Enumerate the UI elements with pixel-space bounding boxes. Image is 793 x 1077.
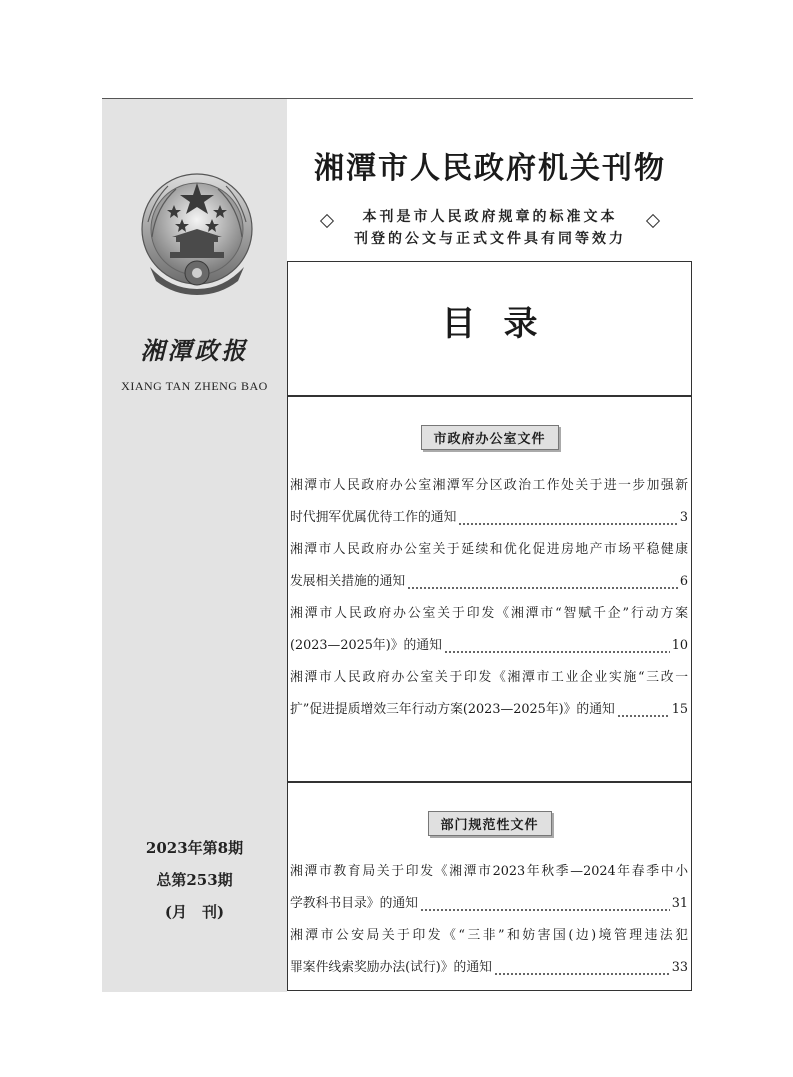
leader-dots bbox=[420, 888, 670, 920]
toc-entry-title-line2: 学教科书目录》的通知 bbox=[290, 896, 418, 911]
toc-entry[interactable] bbox=[290, 470, 688, 534]
toc-entry-title-line1: 湘潭市教育局关于印发《湘潭市2023年秋季—2024年春季中小 bbox=[290, 864, 688, 879]
toc-entry[interactable] bbox=[290, 920, 688, 984]
toc-entry-title-line2: 罪案件线索奖励办法(试行)》的通知 bbox=[290, 960, 492, 975]
toc-entry[interactable] bbox=[290, 856, 688, 920]
table-of-contents bbox=[287, 261, 692, 991]
toc-entry-page: 33 bbox=[671, 960, 688, 975]
toc-entry-title-line1: 湘潭市人民政府办公室关于印发《湘潭市“智赋千企”行动方案 bbox=[290, 606, 688, 621]
toc-entry-title-line2: 发展相关措施的通知 bbox=[290, 574, 406, 589]
toc-entry-title-line2: 扩”促进提质增效三年行动方案(2023—2025年)》的通知 bbox=[290, 702, 615, 717]
section-label: 市政府办公室文件 bbox=[420, 425, 558, 450]
toc-entry-title-line2: 时代拥军优属优待工作的通知 bbox=[290, 510, 457, 525]
toc-heading: 目录 bbox=[441, 304, 566, 344]
masthead-tagline-1: 本刊是市人民政府规章的标准文本 bbox=[362, 209, 618, 225]
national-emblem-icon bbox=[138, 167, 256, 299]
toc-entry-page: 3 bbox=[679, 510, 688, 525]
journal-name-pinyin: XIANG TAN ZHENG BAO bbox=[121, 379, 268, 393]
masthead-title: 湘潭市人民政府机关刊物 bbox=[314, 151, 666, 186]
toc-entry-title-line1: 湘潭市公安局关于印发《“三非”和妨害国(边)境管理违法犯 bbox=[290, 928, 688, 943]
leader-dots bbox=[407, 566, 678, 598]
journal-name: 湘潭政报 bbox=[140, 336, 249, 365]
toc-entry-title-line2: (2023—2025年)》的通知 bbox=[290, 638, 442, 653]
toc-entry-page: 15 bbox=[671, 702, 688, 717]
total-issue-number: 总第253期 bbox=[156, 871, 233, 889]
leader-dots bbox=[458, 502, 677, 534]
toc-entry[interactable] bbox=[290, 598, 688, 662]
toc-entry-page: 6 bbox=[679, 574, 688, 589]
publication-frequency: (月 刊) bbox=[164, 903, 225, 921]
section-label: 部门规范性文件 bbox=[427, 811, 551, 836]
issue-number: 2023年第8期 bbox=[145, 839, 244, 857]
toc-entry-title-line1: 湘潭市人民政府办公室关于延续和优化促进房地产市场平稳健康 bbox=[290, 542, 688, 557]
masthead-tagline-2: 刊登的公文与正式文件具有同等效力 bbox=[354, 231, 626, 247]
sidebar bbox=[102, 99, 287, 992]
divider bbox=[288, 781, 691, 783]
toc-entry-title-line1: 湘潭市人民政府办公室关于印发《湘潭市工业企业实施“三改一 bbox=[290, 670, 688, 685]
toc-entry[interactable] bbox=[290, 662, 688, 726]
toc-entry-page: 31 bbox=[671, 896, 688, 911]
toc-entry[interactable] bbox=[290, 534, 688, 598]
toc-entry-page: 10 bbox=[671, 638, 688, 653]
divider bbox=[288, 395, 691, 397]
leader-dots bbox=[444, 630, 670, 662]
leader-dots bbox=[494, 952, 670, 984]
leader-dots bbox=[617, 694, 670, 726]
toc-entry-title-line1: 湘潭市人民政府办公室湘潭军分区政治工作处关于进一步加强新 bbox=[290, 478, 688, 493]
